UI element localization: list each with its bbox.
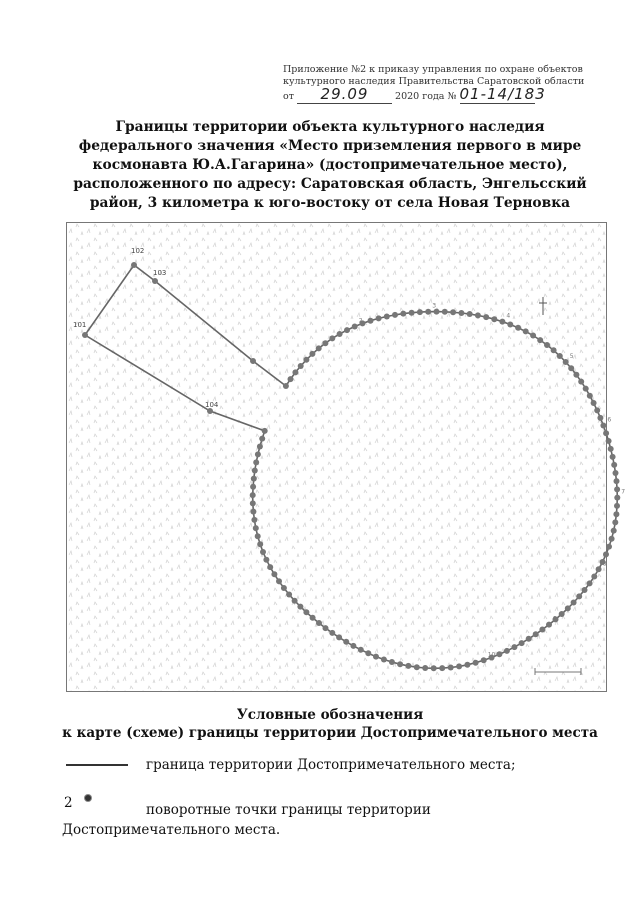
handwritten-number: 01-14/183 (459, 85, 546, 103)
point-description-line-2: Достопримечательного места. (62, 822, 281, 838)
point-dot-icon (85, 795, 91, 801)
turning-point (350, 643, 356, 649)
turning-point (613, 511, 619, 517)
point-label: 2 (358, 317, 363, 325)
boundary-line-description: граница территории Достопримечательного места; (146, 757, 516, 773)
turning-point (559, 611, 565, 617)
turning-point (523, 328, 529, 334)
turning-point (519, 640, 525, 646)
turning-point (606, 544, 612, 550)
turning-point (358, 647, 364, 653)
point-label: 8 (602, 560, 607, 568)
turning-point (389, 659, 395, 665)
appendix-line-1: Приложение №2 к приказу управления по охране объектов (283, 64, 583, 75)
turning-point (464, 662, 470, 668)
turning-point (255, 451, 261, 457)
turning-point (439, 665, 445, 671)
turning-point (260, 549, 266, 555)
turning-point (611, 528, 617, 534)
turning-point (576, 593, 582, 599)
turning-point (473, 660, 479, 666)
point-label: 5 (569, 353, 574, 360)
legend-title (60, 706, 600, 742)
turning-point (417, 309, 423, 315)
point-label: 3 (432, 302, 437, 310)
turning-point (329, 335, 335, 341)
turning-point (303, 357, 309, 363)
turning-point (568, 365, 574, 371)
turning-point (286, 592, 292, 598)
turning-point (329, 630, 335, 636)
turning-point (606, 438, 612, 444)
turning-point (252, 468, 258, 474)
turning-point (373, 654, 379, 660)
turning-point (533, 631, 539, 637)
turning-point (610, 454, 616, 460)
turning-point (458, 310, 464, 316)
turning-point (515, 325, 521, 331)
terrain-texture (67, 223, 606, 691)
turning-point (563, 359, 569, 365)
turning-point (596, 566, 602, 572)
turning-point (336, 634, 342, 640)
turning-point (271, 571, 277, 577)
turning-point (565, 605, 571, 611)
map-svg (67, 223, 626, 691)
date-prefix: от (283, 91, 294, 102)
turning-point (557, 353, 563, 359)
turning-point (352, 324, 358, 330)
turning-point (613, 470, 619, 476)
turning-point (250, 500, 256, 506)
turning-point (414, 664, 420, 670)
turning-point (614, 495, 620, 501)
turning-point (614, 486, 620, 492)
point-label: 10 (487, 651, 496, 659)
turning-point (400, 311, 406, 317)
turning-point (587, 580, 593, 586)
turning-point (381, 657, 387, 663)
turning-point (257, 444, 263, 450)
turning-point (297, 604, 303, 610)
turning-point (431, 665, 437, 671)
handwritten-date: 29.09 (320, 85, 369, 103)
appendix-header (283, 64, 585, 104)
turning-point (608, 446, 614, 452)
turning-point (267, 564, 273, 570)
turning-point (603, 430, 609, 436)
point-description-line-1: поворотные точки границы территории (146, 802, 431, 818)
point-label: 102 (131, 247, 145, 255)
turning-point (551, 347, 557, 353)
turning-point (257, 541, 263, 547)
turning-point (448, 665, 454, 671)
turning-point (583, 386, 589, 392)
turning-point (467, 311, 473, 317)
turning-point (600, 423, 606, 429)
turning-point (496, 651, 502, 657)
point-label: 4 (506, 312, 511, 320)
turning-point (594, 407, 600, 413)
turning-point (365, 650, 371, 656)
turning-point (456, 663, 462, 669)
turning-point (251, 476, 257, 482)
turning-point (283, 383, 289, 389)
turning-point (250, 492, 256, 498)
turning-point (276, 578, 282, 584)
turning-point (337, 331, 343, 337)
point-label: 103 (153, 269, 167, 277)
boundary-map (66, 222, 626, 692)
turning-point (442, 309, 448, 315)
turning-point (499, 319, 505, 325)
point-label: 9 (553, 615, 557, 623)
point-label: 1 (299, 363, 304, 371)
turning-point (582, 587, 588, 593)
turning-point (481, 657, 487, 663)
legend-boundary-row (64, 758, 584, 778)
point-label: 101 (73, 321, 87, 329)
turning-point (281, 585, 287, 591)
turning-point (262, 428, 268, 434)
turning-point (491, 316, 497, 322)
turning-point (253, 525, 259, 531)
turning-point (255, 533, 261, 539)
turning-point (537, 337, 543, 343)
turning-point (392, 312, 398, 318)
turning-point (323, 625, 329, 631)
turning-point (397, 661, 403, 667)
turning-point (82, 332, 88, 338)
turning-point (310, 615, 316, 621)
turning-point (614, 478, 620, 484)
boundary-line-symbol (66, 764, 128, 766)
turning-point (316, 345, 322, 351)
turning-point (343, 639, 349, 645)
turning-point (573, 372, 579, 378)
turning-point (405, 663, 411, 669)
turning-point (259, 436, 265, 442)
turning-point (587, 393, 593, 399)
document-title: Границы территории объекта культурного наследия федерального значения «Место приземления первого в мире космонавта Ю.А.Гагарина» (достопримечательное место), расположенного по адресу: Саратовская область, Энгельсский район, 3 километра к юго-востоку от села Новая Терновка (73, 119, 587, 211)
turning-point (530, 333, 536, 339)
turning-point (422, 665, 428, 671)
turning-point (376, 315, 382, 321)
turning-point (288, 376, 294, 382)
turning-point (253, 459, 259, 465)
turning-point (597, 415, 603, 421)
turning-point (250, 509, 256, 515)
turning-point (384, 314, 390, 320)
legend-title-line-1: Условные обозначения (236, 707, 424, 723)
turning-point (539, 627, 545, 633)
turning-point (571, 600, 577, 606)
turning-point (131, 262, 137, 268)
turning-point (322, 340, 328, 346)
turning-point (614, 503, 620, 509)
turning-point (511, 644, 517, 650)
point-label: 104 (205, 401, 219, 409)
turning-point (578, 379, 584, 385)
turning-point (263, 557, 269, 563)
turning-point (425, 309, 431, 315)
turning-point (612, 519, 618, 525)
turning-point (292, 369, 298, 375)
turning-point (609, 536, 615, 542)
turning-point (526, 636, 532, 642)
turning-point (309, 351, 315, 357)
point-number-symbol: 2 (64, 795, 73, 811)
turning-point (251, 517, 257, 523)
turning-point (450, 309, 456, 315)
point-label: 7 (621, 488, 626, 496)
turning-point (344, 327, 350, 333)
number-field (459, 85, 546, 104)
turning-point (483, 314, 489, 320)
turning-point (292, 598, 298, 604)
turning-point (507, 322, 513, 328)
turning-point (152, 278, 158, 284)
year-text: 2020 года № (395, 91, 457, 102)
turning-point (603, 551, 609, 557)
turning-point (409, 310, 415, 316)
legend-title-line-2: к карте (схеме) границы территории Достопримечательного места (62, 725, 598, 741)
turning-point (546, 622, 552, 628)
turning-point (368, 318, 374, 324)
date-field (297, 85, 392, 104)
turning-point (504, 648, 510, 654)
turning-point (591, 574, 597, 580)
turning-point (250, 484, 256, 490)
turning-point (611, 462, 617, 468)
point-label: 6 (607, 416, 612, 424)
turning-point (316, 620, 322, 626)
turning-point (544, 342, 550, 348)
appendix-line-2: культурного наследия Правительства Саратовской области (283, 76, 585, 87)
turning-point (303, 609, 309, 615)
turning-point (475, 312, 481, 318)
appendix-date-line (283, 85, 573, 104)
turning-point (250, 358, 256, 364)
turning-point (591, 400, 597, 406)
